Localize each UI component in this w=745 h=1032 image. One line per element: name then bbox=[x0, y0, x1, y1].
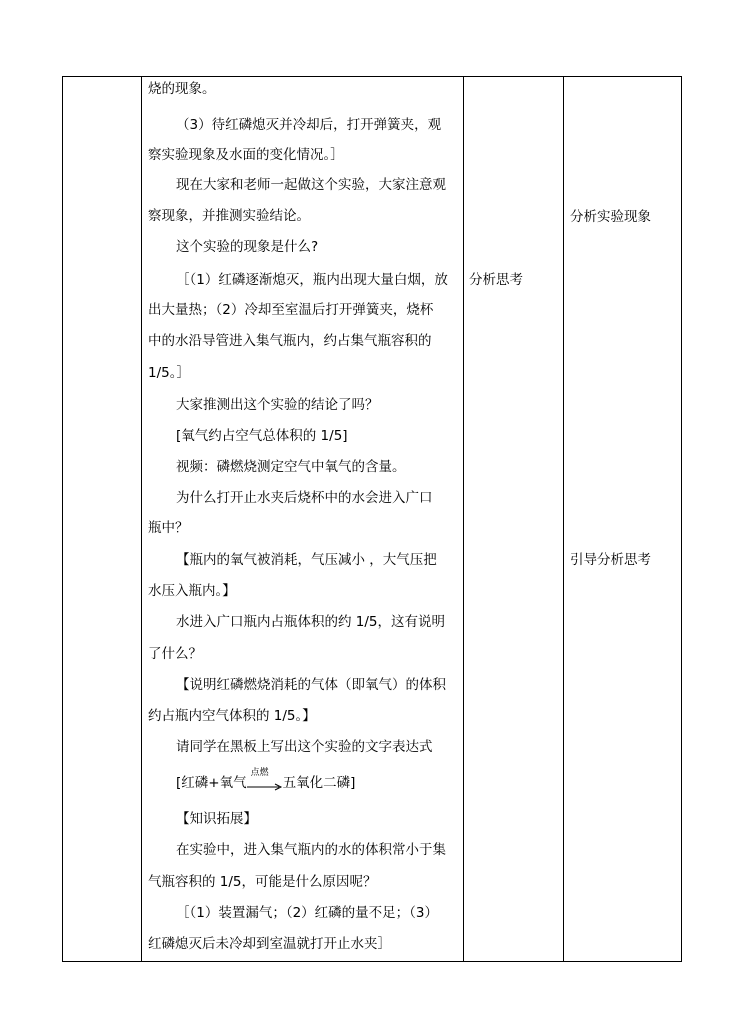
col-border-right bbox=[681, 76, 682, 962]
text-line: 出大量热；（2）冷却至室温后打开弹簧夹，烧杯 bbox=[148, 302, 434, 318]
text-line: 约占瓶内空气体积的 1/5。】 bbox=[148, 708, 316, 724]
text-line: 察实验现象及水面的变化情况。］ bbox=[148, 147, 344, 163]
equation-reactants: [红磷+氧气 bbox=[176, 775, 247, 791]
text-line: 中的水沿导管进入集气瓶内，约占集气瓶容积的 bbox=[148, 333, 432, 349]
condition-label: 点燃 bbox=[250, 768, 269, 778]
word-equation bbox=[176, 768, 356, 792]
col-border-3 bbox=[563, 76, 564, 962]
intent-label-guide: 引导分析思考 bbox=[570, 552, 651, 568]
text-line: 【知识拓展】 bbox=[176, 811, 257, 827]
col-border-left bbox=[62, 76, 63, 962]
text-line: 烧的现象。 bbox=[148, 81, 216, 97]
reaction-arrow-icon bbox=[247, 783, 283, 791]
text-line: （3）待红磷熄灭并冷却后，打开弹簧夹，观 bbox=[176, 117, 442, 133]
text-line: 察现象，并推测实验结论。 bbox=[148, 208, 310, 224]
text-line: 水压入瓶内。】 bbox=[148, 583, 236, 599]
intent-label-observe: 分析实验现象 bbox=[570, 209, 651, 225]
text-line: 【说明红磷燃烧消耗的气体（即氧气）的体积 bbox=[176, 677, 446, 693]
text-line: 在实验中，进入集气瓶内的水的体积常小于集 bbox=[176, 842, 446, 858]
text-line: 瓶中？ bbox=[148, 520, 189, 536]
col-border-1 bbox=[141, 76, 142, 962]
text-line: 了什么？ bbox=[148, 646, 202, 662]
text-line: 为什么打开止水夹后烧杯中的水会进入广口 bbox=[176, 490, 433, 506]
text-line: 气瓶容积的 1/5，可能是什么原因呢？ bbox=[148, 874, 377, 890]
text-line: 1/5。］ bbox=[148, 365, 190, 381]
text-line: 请同学在黑板上写出这个实验的文字表达式 bbox=[176, 739, 433, 755]
table-bottom-border bbox=[62, 961, 682, 962]
text-line: 大家推测出这个实验的结论了吗？ bbox=[176, 397, 379, 413]
text-line: ［（1）装置漏气；（2）红磷的量不足；（3） bbox=[176, 905, 439, 921]
text-line: 现在大家和老师一起做这个实验，大家注意观 bbox=[176, 177, 446, 193]
equation-product: 五氧化二磷] bbox=[282, 775, 356, 791]
text-line: 这个实验的现象是什么? bbox=[176, 239, 319, 255]
col-border-2 bbox=[463, 76, 464, 962]
text-line: [氧气约占空气总体积的 1/5] bbox=[176, 428, 348, 444]
text-line: 【瓶内的氧气被消耗，气压减小 ，大气压把 bbox=[176, 552, 437, 568]
table-top-border bbox=[62, 76, 682, 77]
text-line: ［（1）红磷逐渐熄灭，瓶内出现大量白烟，放 bbox=[176, 272, 448, 288]
reaction-condition bbox=[247, 768, 283, 792]
text-line: 红磷熄灭后未冷却到室温就打开止水夹］ bbox=[148, 936, 391, 952]
text-line: 水进入广口瓶内占瓶体积的约 1/5，这有说明 bbox=[176, 614, 446, 630]
text-line: 视频：磷燃烧测定空气中氧气的含量。 bbox=[176, 459, 406, 475]
student-activity-label: 分析思考 bbox=[469, 272, 523, 288]
